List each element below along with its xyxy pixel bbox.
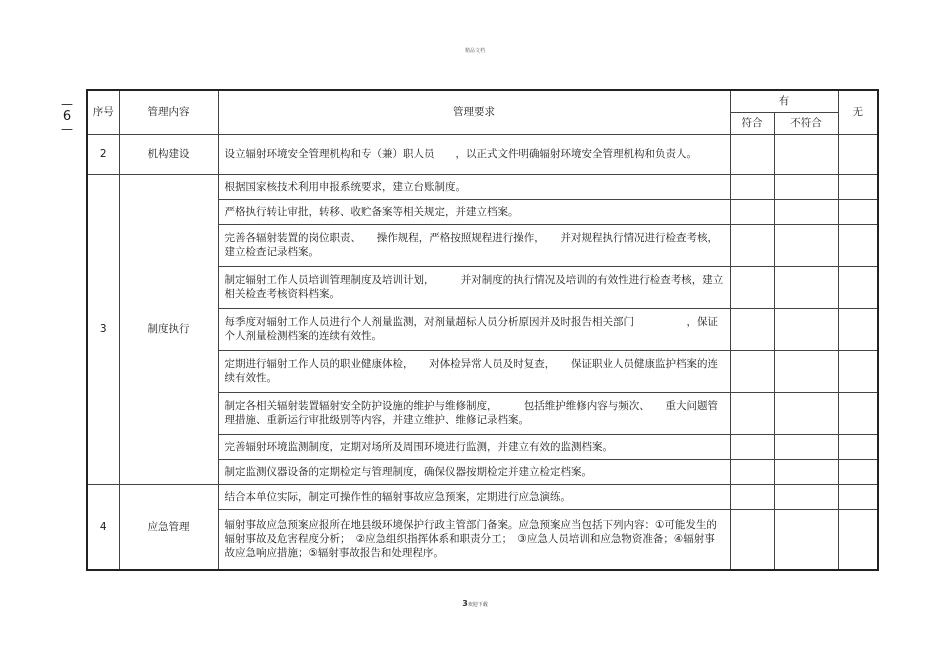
- conform-cell[interactable]: [730, 134, 774, 174]
- page-header-note: 精品文档: [464, 48, 485, 54]
- none-cell[interactable]: [838, 308, 878, 350]
- header-conform: 符合: [730, 112, 774, 134]
- requirement-text: 结合本单位实际，制定可操作性的辐射事故应急预案，定期进行应急演练。: [218, 484, 730, 509]
- nonconform-cell[interactable]: [774, 174, 838, 199]
- none-cell[interactable]: [838, 266, 878, 308]
- conform-cell[interactable]: [730, 266, 774, 308]
- requirement-text: 制定辐射工作人员培训管理制度及培训计划， 并对制度的执行情况及培训的有效性进行检查考核，建立相关检查考核资料档案。: [218, 266, 730, 308]
- header-requirement: 管理要求: [218, 90, 730, 134]
- side-page-marker: [57, 98, 77, 135]
- conform-cell[interactable]: [730, 199, 774, 224]
- nonconform-cell[interactable]: [774, 509, 838, 570]
- table-row: [87, 484, 878, 509]
- requirement-text: 严格执行转让审批，转移、收贮备案等相关规定，并建立档案。: [218, 199, 730, 224]
- section-content: 制度执行: [119, 174, 218, 484]
- requirement-text: 完善各辐射装置的岗位职责、 操作规程，严格按照规程进行操作， 并对规程执行情况进行检查考核，建立检查记录档案。: [218, 224, 730, 266]
- conform-cell[interactable]: [730, 484, 774, 509]
- nonconform-cell[interactable]: [774, 459, 838, 484]
- conform-cell[interactable]: [730, 509, 774, 570]
- nonconform-cell[interactable]: [774, 224, 838, 266]
- none-cell[interactable]: [838, 199, 878, 224]
- none-cell[interactable]: [838, 459, 878, 484]
- header-none: 无: [838, 90, 878, 134]
- requirement-text: 每季度对辐射工作人员进行个人剂量监测，对剂量超标人员分析原因并及时报告相关部门 ，保证个人剂量检测档案的连续有效性。: [218, 308, 730, 350]
- page-footer: [0, 599, 950, 608]
- requirement-text: 制定监测仪器设备的定期检定与管理制度，确保仪器按期检定并建立检定档案。: [218, 459, 730, 484]
- header-content: 管理内容: [119, 90, 218, 134]
- section-seq: 2: [87, 134, 119, 174]
- none-cell[interactable]: [838, 392, 878, 434]
- nonconform-cell[interactable]: [774, 434, 838, 459]
- nonconform-cell[interactable]: [774, 134, 838, 174]
- conform-cell[interactable]: [730, 174, 774, 199]
- nonconform-cell[interactable]: [774, 308, 838, 350]
- conform-cell[interactable]: [730, 350, 774, 392]
- none-cell[interactable]: [838, 484, 878, 509]
- none-cell[interactable]: [838, 134, 878, 174]
- nonconform-cell[interactable]: [774, 392, 838, 434]
- management-checklist-table: [86, 89, 879, 571]
- none-cell[interactable]: [838, 224, 878, 266]
- requirement-text: 辐射事故应急预案应报所在地县级环境保护行政主管部门备案。应急预案应当包括下列内容：①可能发生的辐射事故及危害程度分析； ②应急组织指挥体系和职责分工； ③应急人员培训和应急物资准备；④辐射事故应急响应措施；⑤辐射事故报告和处理程序。: [218, 509, 730, 570]
- conform-cell[interactable]: [730, 392, 774, 434]
- section-seq: 4: [87, 484, 119, 570]
- requirement-text: 根据国家核技术利用申报系统要求，建立台账制度。: [218, 174, 730, 199]
- requirement-text: 定期进行辐射工作人员的职业健康体检， 对体检异常人员及时复查， 保证职业人员健康监护档案的连续有效性。: [218, 350, 730, 392]
- side-dash-bottom: —: [61, 122, 73, 136]
- requirement-text: 设立辐射环境安全管理机构和专（兼）职人员 ，以正式文件明确辐射环境安全管理机构和负责人。: [218, 134, 730, 174]
- conform-cell[interactable]: [730, 434, 774, 459]
- conform-cell[interactable]: [730, 224, 774, 266]
- requirement-text: 完善辐射环境监测制度，定期对场所及周围环境进行监测，并建立有效的监测档案。: [218, 434, 730, 459]
- none-cell[interactable]: [838, 174, 878, 199]
- none-cell[interactable]: [838, 434, 878, 459]
- header-nonconform: 不符合: [774, 112, 838, 134]
- none-cell[interactable]: [838, 509, 878, 570]
- table-row: [87, 174, 878, 199]
- header-has: 有: [730, 90, 838, 112]
- nonconform-cell[interactable]: [774, 484, 838, 509]
- footer-text: 欢迎下载: [467, 602, 488, 608]
- requirement-text: 制定各相关辐射装置辐射安全防护设施的维护与维修制度， 包括维护维修内容与频次、 重大问题管理措施、重新运行审批级别等内容，并建立维护、维修记录档案。: [218, 392, 730, 434]
- table-row: [87, 134, 878, 174]
- nonconform-cell[interactable]: [774, 266, 838, 308]
- header-seq: 序号: [87, 90, 119, 134]
- nonconform-cell[interactable]: [774, 199, 838, 224]
- conform-cell[interactable]: [730, 459, 774, 484]
- conform-cell[interactable]: [730, 308, 774, 350]
- nonconform-cell[interactable]: [774, 350, 838, 392]
- footer-page-number: 3: [462, 599, 468, 608]
- none-cell[interactable]: [838, 350, 878, 392]
- section-content: 机构建设: [119, 134, 218, 174]
- section-seq: 3: [87, 174, 119, 484]
- side-dash-top: —: [61, 97, 73, 111]
- section-content: 应急管理: [119, 484, 218, 570]
- side-page-number: 6: [62, 109, 72, 124]
- header-row-1: [87, 90, 878, 112]
